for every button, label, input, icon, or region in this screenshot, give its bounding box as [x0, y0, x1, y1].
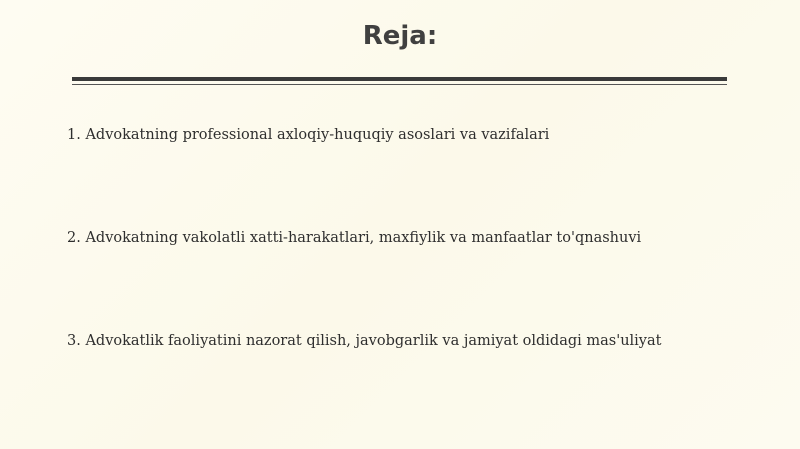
title-divider-thin [72, 84, 727, 85]
agenda-item-1: 1. Advokatning professional axloqiy-huquqiy asoslari va vazifalari [67, 127, 550, 143]
agenda-item-3: 3. Advokatlik faoliyatini nazorat qilish, javobgarlik va jamiyat oldidagi mas'uliyat [67, 333, 662, 349]
agenda-item-2: 2. Advokatning vakolatli xatti-harakatlari, maxfiylik va manfaatlar to'qnashuvi [67, 230, 642, 246]
slide-title: Reja: [362, 21, 438, 51]
title-divider-thick [72, 77, 727, 81]
